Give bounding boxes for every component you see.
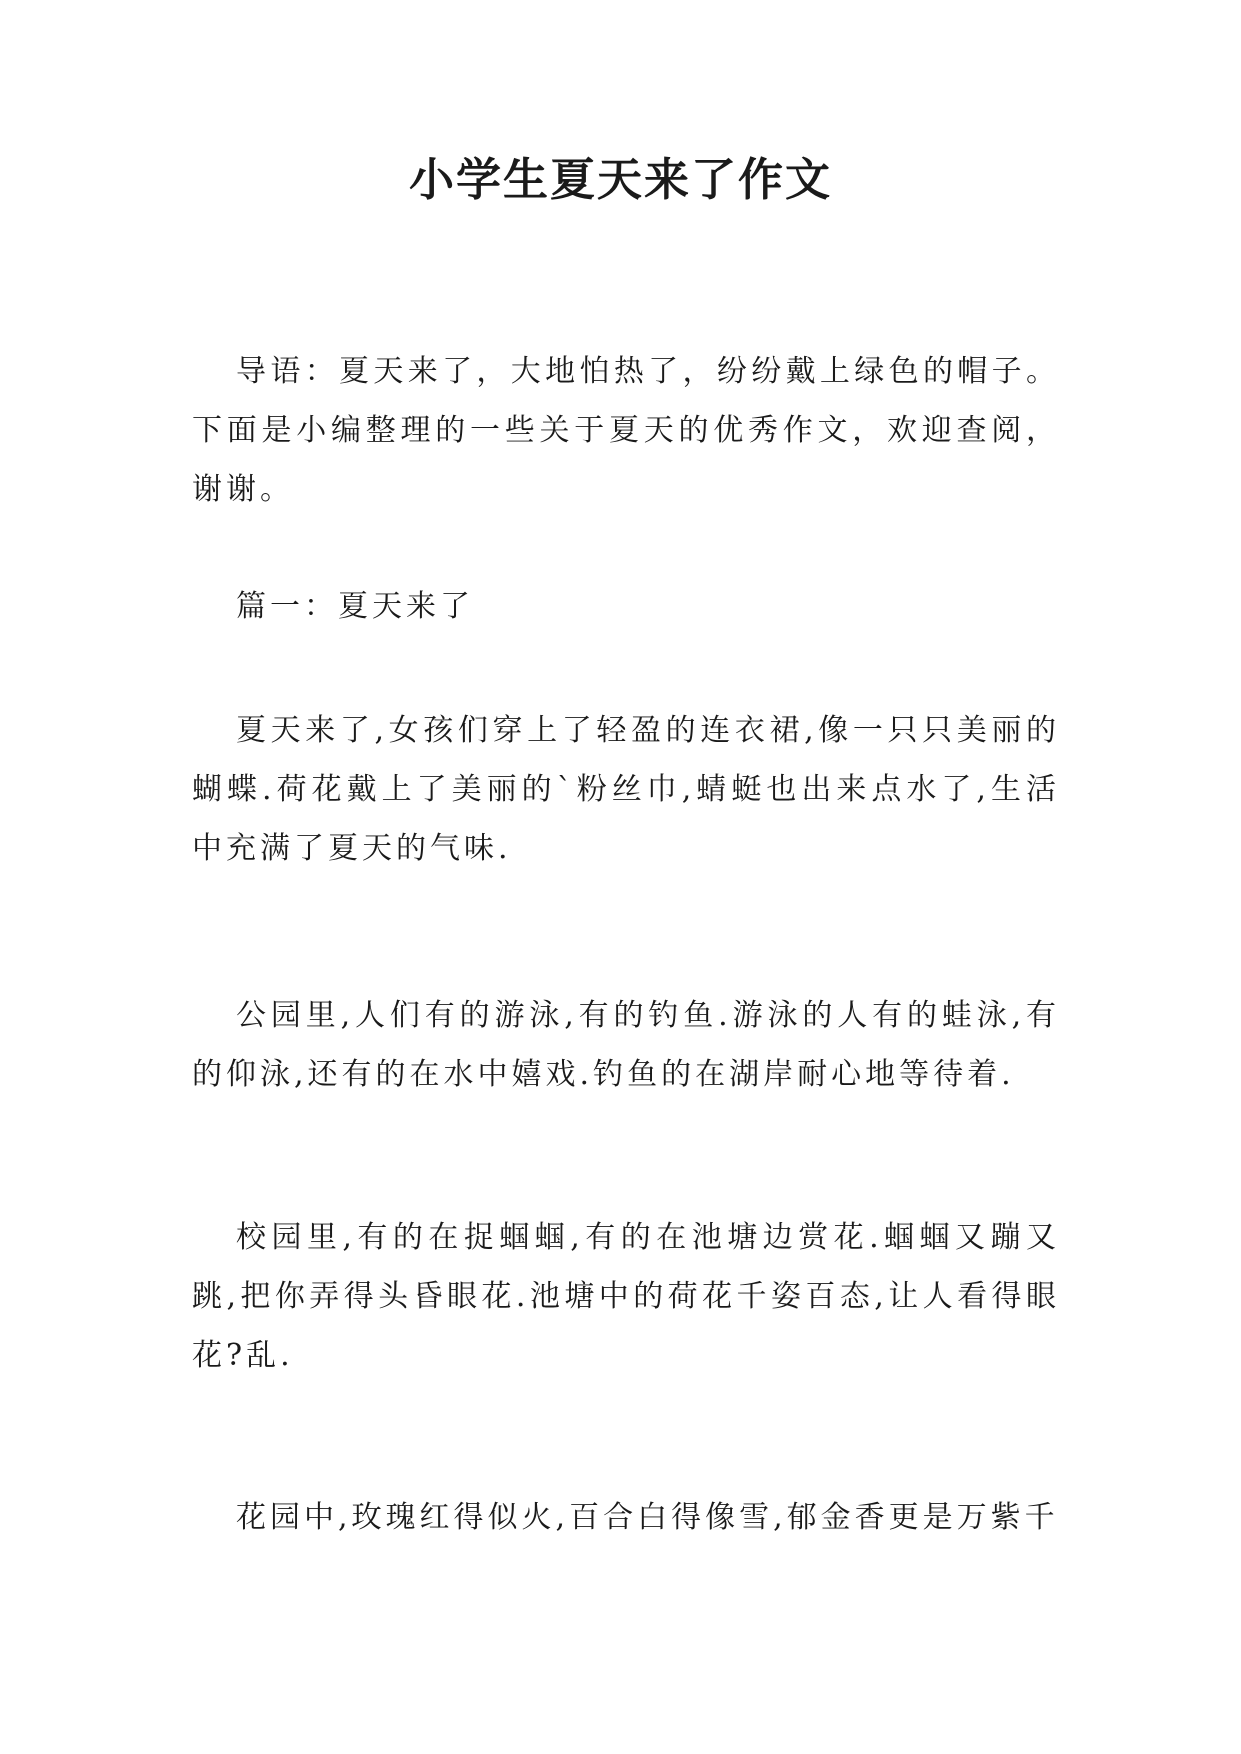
intro-paragraph: 导语：夏天来了，大地怕热了，纷纷戴上绿色的帽子。下面是小编整理的一些关于夏天的优秀作文，欢迎查阅，谢谢。 [192,354,1060,507]
body-paragraph: 花园中,玫瑰红得似火,百合白得像雪,郁金香更是万紫千 [236,1500,1059,1535]
body-paragraph: 夏天来了,女孩们穿上了轻盈的连衣裙,像一只只美丽的蝴蝶.荷花戴上了美丽的`粉丝巾,蜻蜓也出来点水了,生活中充满了夏天的气味. [192,713,1060,866]
body-paragraph: 校园里,有的在捉蝈蝈,有的在池塘边赏花.蝈蝈又蹦又跳,把你弄得头昏眼花.池塘中的荷花千姿百态,让人看得眼花?乱. [192,1220,1060,1373]
body-paragraph: 公园里,人们有的游泳,有的钓鱼.游泳的人有的蛙泳,有的仰泳,还有的在水中嬉戏.钓鱼的在湖岸耐心地等待着. [192,998,1060,1092]
section-heading: 篇一：夏天来了 [236,589,474,624]
document-title: 小学生夏天来了作文 [408,153,832,206]
